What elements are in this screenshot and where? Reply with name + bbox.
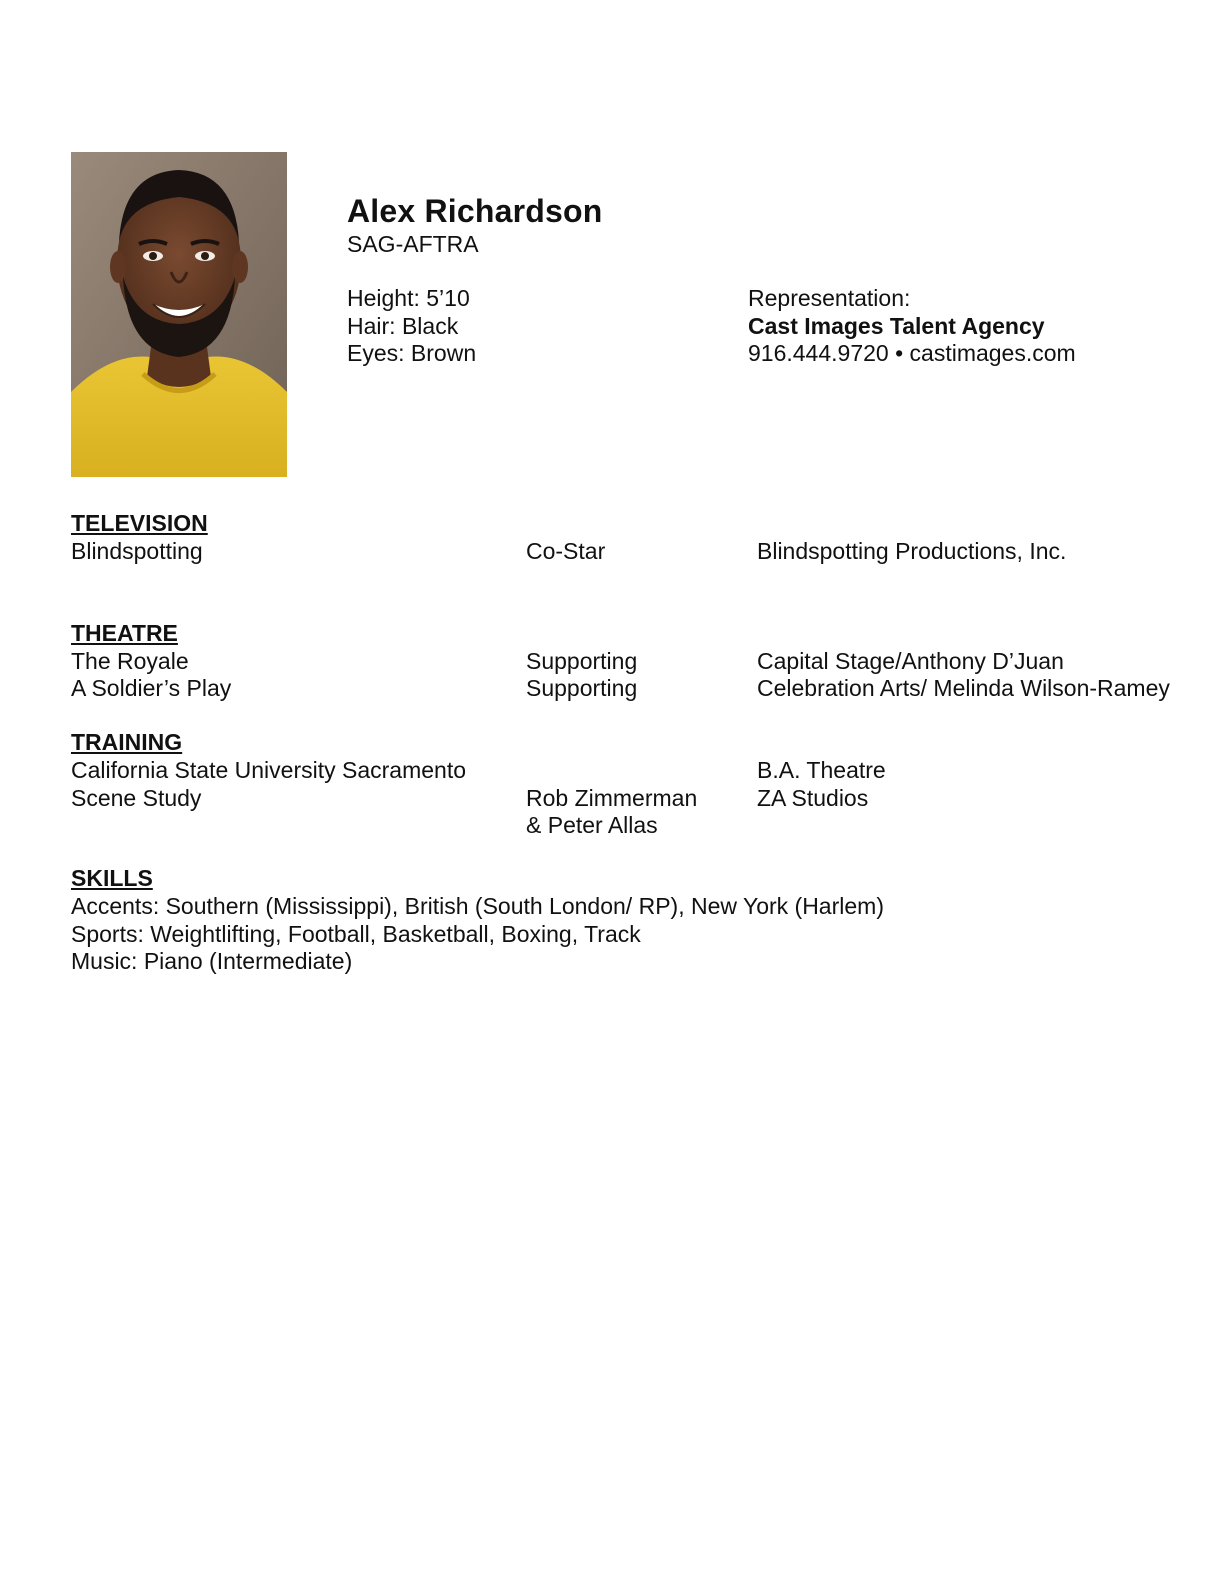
hair-stat: Hair: Black (347, 312, 459, 339)
agency-contact: 916.444.9720 • castimages.com (748, 340, 1076, 366)
agency-name: Cast Images Talent Agency (748, 312, 1045, 339)
eyes-stat: Eyes: Brown (347, 340, 477, 366)
skills-heading: SKILLS (71, 865, 153, 891)
headshot-photo (71, 152, 287, 477)
actor-name: Alex Richardson (347, 193, 603, 229)
height-stat: Height: 5’10 (347, 285, 470, 311)
theatre-role: Supporting (526, 648, 638, 674)
theatre-title: The Royale (71, 648, 189, 674)
television-heading: TELEVISION (71, 510, 208, 536)
skill-music: Music: Piano (Intermediate) (71, 948, 353, 974)
union-affiliation: SAG-AFTRA (347, 231, 479, 257)
television-company: Blindspotting Productions, Inc. (757, 538, 1067, 564)
training-detail: ZA Studios (757, 785, 869, 811)
theatre-title: A Soldier’s Play (71, 675, 232, 701)
theatre-company: Celebration Arts/ Melinda Wilson-Ramey (757, 675, 1170, 701)
theatre-heading: THEATRE (71, 620, 178, 646)
training-school: California State University Sacramento (71, 757, 466, 783)
physical-stats (347, 285, 476, 368)
training-detail: B.A. Theatre (757, 757, 886, 783)
skill-sports: Sports: Weightlifting, Football, Basketball, Boxing, Track (71, 920, 641, 947)
skill-accents: Accents: Southern (Mississippi), British (South London/ RP), New York (Harlem) (71, 893, 884, 919)
television-role: Co-Star (526, 538, 606, 564)
television-title: Blindspotting (71, 538, 203, 564)
training-teacher-line2: & Peter Allas (526, 812, 658, 838)
representation-label: Representation: (748, 285, 911, 311)
training-teacher: Rob Zimmerman (526, 785, 698, 811)
representation-block (748, 285, 1076, 368)
training-heading: TRAINING (71, 729, 183, 755)
theatre-company: Capital Stage/Anthony D’Juan (757, 648, 1064, 674)
skills-list (71, 893, 884, 976)
training-school: Scene Study (71, 785, 202, 811)
theatre-role: Supporting (526, 675, 638, 701)
